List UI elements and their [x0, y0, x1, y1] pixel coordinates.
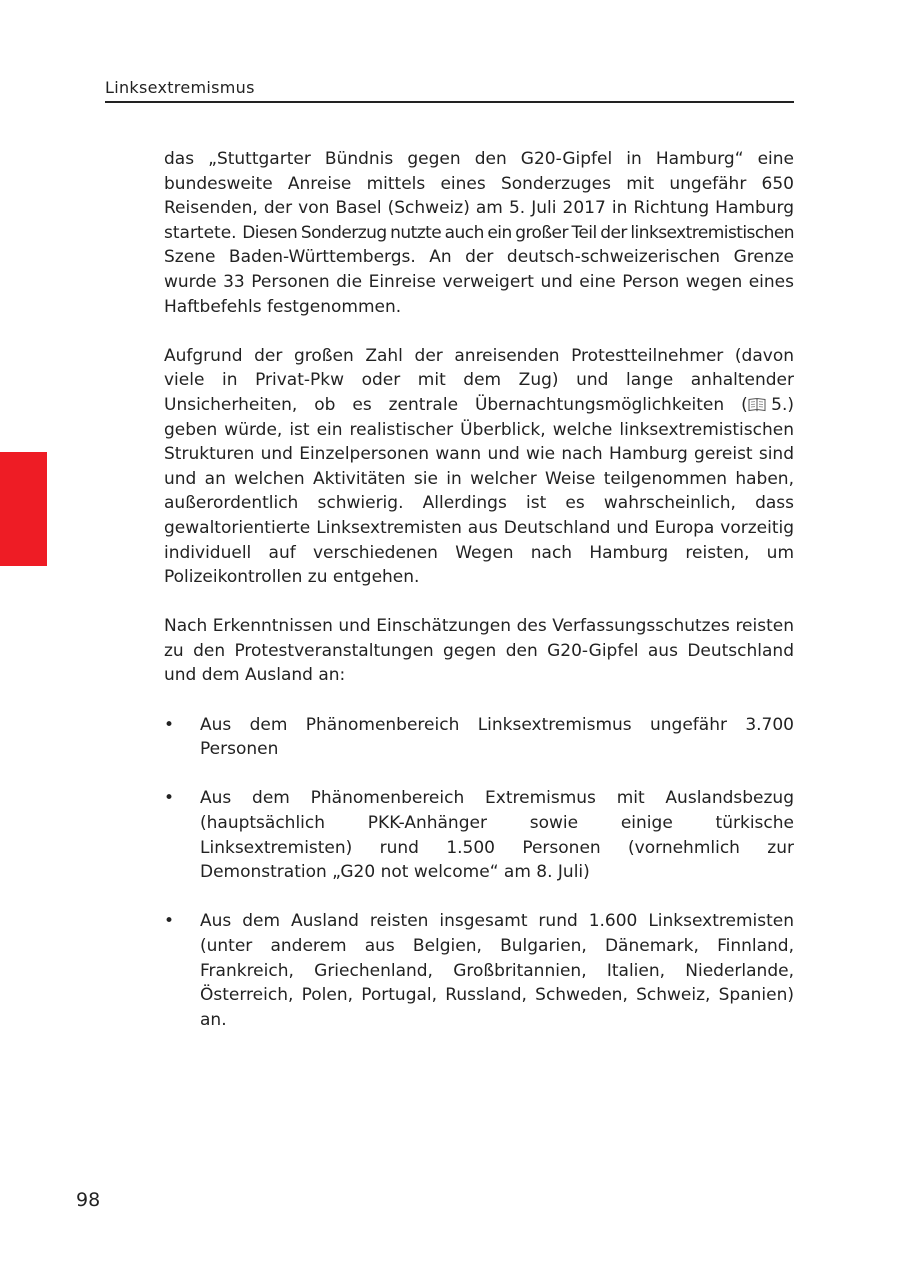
list-item-text: Aus dem Phänomenbereich Extremismus mit Auslandsbezug (hauptsächlich PKK-Anhänger sowie einige türkische Linksextremisten) rund 1.500 Personen (vornehmlich zur Demonstration „G20 not welcome“ am 8. Juli) [200, 788, 794, 883]
list-item-text: Aus dem Ausland reisten insgesamt rund 1.600 Linksextremisten (unter anderem aus Belgien, Bulgarien, Dänemark, Finnland, Frankreich, Griechenland, Großbritannien, Italien, Niederlande, Österreich, Polen, Portugal, Russland, Schweden, Schweiz, Spanien) an. [200, 911, 794, 1030]
bullet-list [164, 713, 794, 1033]
body-text [164, 147, 794, 1057]
paragraph-2 [164, 344, 794, 590]
paragraph-2-before-ref: Aufgrund der großen Zahl der anreisenden Protestteilnehmer (davon viele in Privat-Pkw oder mit dem Zug) und lange anhaltender Unsicherheiten, ob es zentrale Übernachtungsmöglichkeiten ( [164, 345, 794, 415]
paragraph-1 [164, 147, 794, 319]
running-header [105, 78, 794, 103]
paragraph-1-line-1: das „Stuttgarter Bündnis gegen den G20-Gipfel in Hamburg“ eine bundesweite Anreise mittels eines Sonderzuges mit ungefähr 650 Reisenden, der von Basel (Schweiz) am 5. Juli 2017 in Richtung Hamburg startete. [164, 149, 794, 243]
list-item [164, 909, 794, 1032]
paragraph-3: Nach Erkenntnissen und Einschätzungen des Verfassungsschutzes reisten zu den Protestveranstaltungen gegen den G20-Gipfel aus Deutschland und dem Ausland an: [164, 616, 794, 686]
page-number: 98 [76, 1189, 101, 1211]
running-title: Linksextremismus [105, 78, 255, 97]
list-item [164, 786, 794, 884]
paragraph-2-after-ref: ) geben würde, ist ein realistischer Überblick, welche linksextremistischen Strukturen und Einzelpersonen wann und wie nach Hamburg gereist sind und an welchen Aktivitäten sie in welcher Weise teilgenommen haben, außerordentlich schwierig. Allerdings ist es wahrscheinlich, dass gewaltorientierte Linksextremisten aus Deutschland und Europa vorzeitig individuell auf verschiedenen Wegen nach Hamburg reisten, um Polizeikontrollen zu entgehen. [164, 394, 794, 588]
list-item [164, 713, 794, 762]
list-item-text: Aus dem Phänomenbereich Linksextremismus ungefähr 3.700 Personen [200, 714, 794, 760]
cross-reference-number: 5. [771, 394, 788, 415]
bullet-marker: • [164, 714, 175, 735]
bullet-marker: • [164, 911, 175, 932]
paragraph-1-line-3: Szene Baden-Württembergs. An der deutsch-schweizerischen Grenze wurde 33 Personen die Einreise verweigert und eine Person wegen eines Haftbefehls festgenommen. [164, 247, 794, 317]
book-icon [748, 397, 766, 412]
paragraph-1-line-2: Diesen Sonderzug nutzte auch ein großer Teil der linksextremistischen [242, 222, 794, 243]
cross-reference [748, 393, 788, 418]
chapter-thumb-tab [0, 452, 47, 566]
bullet-marker: • [164, 788, 175, 809]
